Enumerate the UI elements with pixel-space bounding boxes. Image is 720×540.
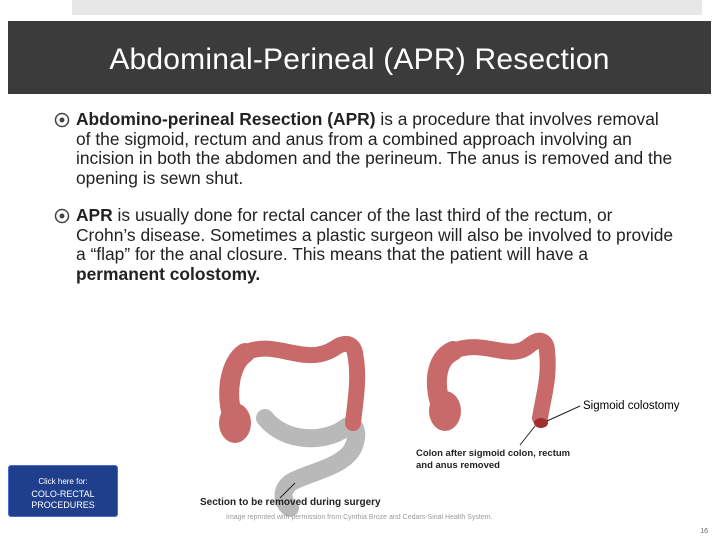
colo-rectal-procedures-link[interactable] <box>8 465 118 517</box>
colon-before-image <box>219 344 357 508</box>
link-line-2: COLO-RECTAL <box>31 489 95 499</box>
title-bar <box>8 21 711 94</box>
stoma <box>534 418 548 428</box>
link-line-1: Click here for: <box>38 477 88 486</box>
page-number: 16 <box>700 528 708 535</box>
target-bullet-icon <box>54 112 70 128</box>
slide-title: Abdominal-Perineal (APR) Resection <box>109 43 610 76</box>
label-colon-after-line2: and anus removed <box>416 460 500 471</box>
label-sigmoid-colostomy: Sigmoid colostomy <box>583 400 680 412</box>
bullet-apr-indications <box>54 206 674 284</box>
bullet-1-lead: Abdomino-perineal Resection (APR) <box>76 109 376 129</box>
top-decor-bar <box>72 0 702 15</box>
bullet-2-tail: permanent colostomy. <box>76 263 261 284</box>
label-section-removed: Section to be removed during surgery <box>200 497 381 508</box>
bullet-apr-definition <box>54 110 674 188</box>
image-credit: Image reprinted with permission from Cynthia Broze and Cedars-Sinai Health System. <box>226 514 493 521</box>
link-line-3: PROCEDURES <box>31 500 95 510</box>
bullet-1-text: is a procedure that involves removal of the sigmoid, rectum and anus from a combined approach involving an incision in both the abdomen and the perineum. The anus is removed and the opening is sewn shut. <box>76 109 673 188</box>
colon-after-image <box>429 341 580 445</box>
bullet-2-text: is usually done for rectal cancer of the last third of the rectum, or Crohn’s disease. Sometimes a plastic surgeon will also be involved to provide a “flap” for the anal closure. This means that the patient will have a <box>76 205 674 265</box>
target-bullet-icon <box>54 208 70 224</box>
bullet-2-lead: APR <box>76 205 113 225</box>
label-colon-after <box>416 448 570 472</box>
label-colon-after-line1: Colon after sigmoid colon, rectum <box>416 448 571 459</box>
